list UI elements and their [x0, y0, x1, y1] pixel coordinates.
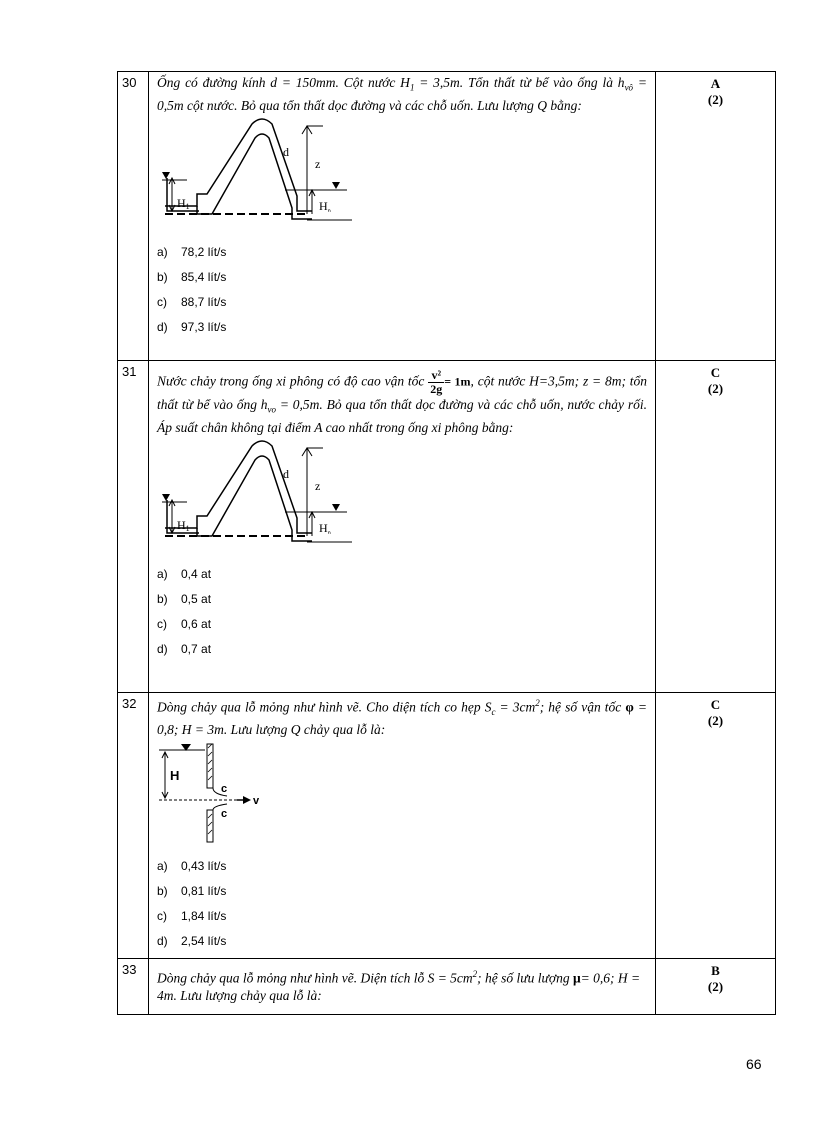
label-d: d — [283, 144, 289, 159]
option-d[interactable]: d) 0,7 at — [157, 641, 212, 656]
option-c[interactable]: c) 0,6 at — [157, 616, 212, 631]
label-c-bottom: c — [221, 808, 228, 821]
siphon-figure — [157, 438, 357, 556]
answer-cell — [656, 361, 776, 693]
label-h: Hₙ — [319, 198, 331, 214]
question-number: 33 — [118, 959, 149, 1015]
option-a[interactable]: a) 78,2 lít/s — [157, 244, 227, 259]
option-a[interactable]: a) 0,4 at — [157, 566, 212, 581]
answer-points: (2) — [707, 713, 724, 728]
question-body — [149, 693, 656, 959]
label-h: H — [170, 768, 180, 784]
option-b[interactable]: b) 0,81 lít/s — [157, 884, 227, 899]
question-table — [117, 71, 776, 1015]
question-body — [149, 72, 656, 361]
answer-points: (2) — [707, 381, 724, 396]
options-list — [157, 562, 647, 662]
options-list — [157, 854, 647, 954]
label-z: z — [315, 156, 321, 171]
options-list — [157, 240, 647, 340]
question-body — [149, 361, 656, 693]
siphon-figure — [157, 116, 357, 234]
question-stem: Dòng chảy qua lỗ mỏng như hình vẽ. Diện tích lỗ $S = 5cm^2$; hệ số lưu lượng μ= 0,6; H = 4m. Lưu lượng chảy qua lỗ là: — [157, 969, 641, 1003]
answer-letter: C — [710, 365, 721, 380]
question-row-33 — [118, 959, 776, 1015]
answer-cell — [656, 693, 776, 959]
answer-points: (2) — [707, 92, 724, 107]
label-v: v — [253, 795, 260, 808]
question-stem: Nước chảy trong ống xi phông có độ cao vận tốc $\frac{\text{v²}}{2g}$ = 1m, cột nước H=3,5m; z = 8m; tổn thất từ bể vào ống $h_{vo} = 0,5m$. Bỏ qua tổn thất dọc đường và các chỗ uốn, nước chảy rối. Áp suất chân không tại điểm A cao nhất trong ống xi phông bằng: — [157, 368, 648, 435]
question-stem: Ống có đường kính d = 150mm. Cột nước $H_1 = 3,5m$. Tổn thất từ bể vào ống là $h_{vô} = 0,5m$ cột nước. Bỏ qua tổn thất dọc đường và các chỗ uốn. Lưu lượng Q bằng: — [157, 75, 647, 113]
answer-cell — [656, 959, 776, 1015]
label-d: d — [283, 466, 289, 481]
answer-letter: B — [711, 963, 720, 979]
option-c[interactable]: c) 88,7 lít/s — [157, 294, 227, 309]
question-stem: Dòng chảy qua lỗ mỏng như hình vẽ. Cho diện tích co hẹp $S_c = 3cm^2$; hệ số vận tốc φ = 0,8; H = 3m. Lưu lượng Q chảy qua lỗ là: — [157, 698, 647, 738]
velocity-head-fraction: $\frac{\text{v²}}{2g}$ — [430, 368, 443, 396]
option-d[interactable]: d) 2,54 lít/s — [157, 934, 227, 949]
label-h1: H1 — [177, 195, 190, 211]
answer-points: (2) — [707, 979, 724, 995]
orifice-figure — [157, 740, 267, 848]
question-number: 32 — [118, 693, 149, 959]
option-a[interactable]: a) 0,43 lít/s — [157, 859, 227, 874]
question-number: 30 — [118, 72, 149, 361]
question-row-31 — [118, 361, 776, 693]
option-d[interactable]: d) 97,3 lít/s — [157, 319, 227, 334]
label-c-top: c — [221, 783, 228, 796]
option-c[interactable]: c) 1,84 lít/s — [157, 909, 227, 924]
label-h: Hₙ — [319, 520, 331, 536]
option-b[interactable]: b) 0,5 at — [157, 591, 212, 606]
question-body — [149, 959, 656, 1015]
question-row-30 — [118, 72, 776, 361]
option-b[interactable]: b) 85,4 lít/s — [157, 269, 227, 284]
question-row-32 — [118, 693, 776, 959]
page-number: 66 — [746, 1056, 762, 1072]
label-h1: H1 — [177, 517, 190, 533]
answer-letter: A — [710, 76, 721, 91]
answer-cell — [656, 72, 776, 361]
question-number: 31 — [118, 361, 149, 693]
answer-letter: C — [710, 697, 721, 712]
label-z: z — [315, 478, 321, 493]
